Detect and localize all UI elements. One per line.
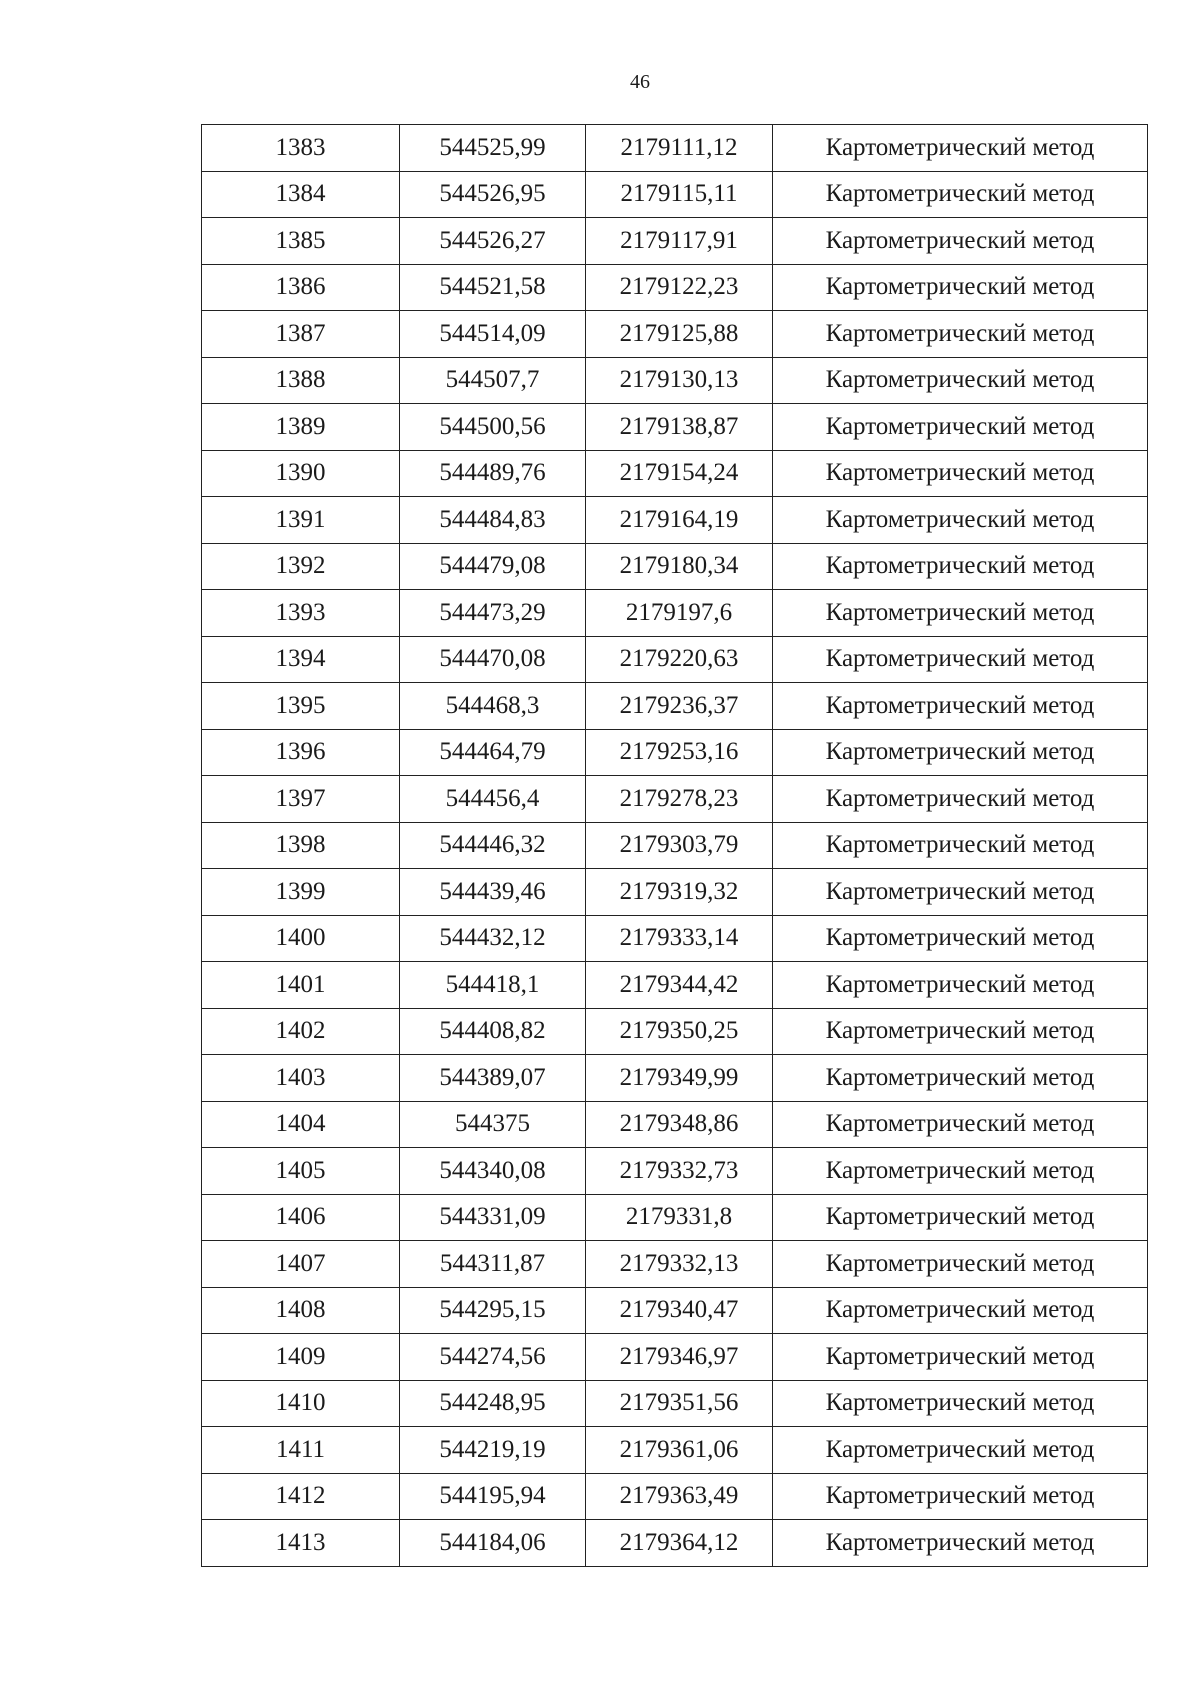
point-number-cell: 1394: [202, 636, 400, 683]
x-coordinate-cell: 544439,46: [400, 869, 586, 916]
y-coordinate-cell: 2179363,49: [586, 1473, 773, 1520]
y-coordinate-cell: 2179130,13: [586, 357, 773, 404]
method-cell: Картометрический метод: [773, 125, 1148, 172]
x-coordinate-cell: 544526,27: [400, 218, 586, 265]
x-coordinate-cell: 544375: [400, 1101, 586, 1148]
method-cell: Картометрический метод: [773, 357, 1148, 404]
table-row: [202, 776, 1148, 823]
y-coordinate-cell: 2179125,88: [586, 311, 773, 358]
y-coordinate-cell: 2179344,42: [586, 962, 773, 1009]
table-row: [202, 636, 1148, 683]
y-coordinate-cell: 2179331,8: [586, 1194, 773, 1241]
y-coordinate-cell: 2179364,12: [586, 1520, 773, 1567]
method-cell: Картометрический метод: [773, 264, 1148, 311]
table-row: [202, 1473, 1148, 1520]
y-coordinate-cell: 2179303,79: [586, 822, 773, 869]
x-coordinate-cell: 544432,12: [400, 915, 586, 962]
x-coordinate-cell: 544295,15: [400, 1287, 586, 1334]
table-row: [202, 822, 1148, 869]
method-cell: Картометрический метод: [773, 1194, 1148, 1241]
x-coordinate-cell: 544311,87: [400, 1241, 586, 1288]
x-coordinate-cell: 544468,3: [400, 683, 586, 730]
point-number-cell: 1386: [202, 264, 400, 311]
method-cell: Картометрический метод: [773, 822, 1148, 869]
method-cell: Картометрический метод: [773, 683, 1148, 730]
point-number-cell: 1411: [202, 1427, 400, 1474]
table-row: [202, 543, 1148, 590]
y-coordinate-cell: 2179278,23: [586, 776, 773, 823]
page-number: 46: [630, 71, 650, 93]
x-coordinate-cell: 544464,79: [400, 729, 586, 776]
point-number-cell: 1398: [202, 822, 400, 869]
x-coordinate-cell: 544507,7: [400, 357, 586, 404]
table-row: [202, 218, 1148, 265]
y-coordinate-cell: 2179220,63: [586, 636, 773, 683]
point-number-cell: 1408: [202, 1287, 400, 1334]
y-coordinate-cell: 2179197,6: [586, 590, 773, 637]
table-row: [202, 1334, 1148, 1381]
method-cell: Картометрический метод: [773, 543, 1148, 590]
method-cell: Картометрический метод: [773, 1473, 1148, 1520]
point-number-cell: 1390: [202, 450, 400, 497]
y-coordinate-cell: 2179253,16: [586, 729, 773, 776]
x-coordinate-cell: 544248,95: [400, 1380, 586, 1427]
y-coordinate-cell: 2179111,12: [586, 125, 773, 172]
table-row: [202, 1055, 1148, 1102]
table-row: [202, 962, 1148, 1009]
method-cell: Картометрический метод: [773, 311, 1148, 358]
table-row: [202, 729, 1148, 776]
coordinates-table: [201, 124, 1148, 1567]
point-number-cell: 1385: [202, 218, 400, 265]
y-coordinate-cell: 2179340,47: [586, 1287, 773, 1334]
x-coordinate-cell: 544484,83: [400, 497, 586, 544]
point-number-cell: 1405: [202, 1148, 400, 1195]
method-cell: Картометрический метод: [773, 218, 1148, 265]
y-coordinate-cell: 2179361,06: [586, 1427, 773, 1474]
table-row: [202, 1194, 1148, 1241]
x-coordinate-cell: 544331,09: [400, 1194, 586, 1241]
method-cell: Картометрический метод: [773, 1148, 1148, 1195]
y-coordinate-cell: 2179138,87: [586, 404, 773, 451]
point-number-cell: 1404: [202, 1101, 400, 1148]
point-number-cell: 1388: [202, 357, 400, 404]
point-number-cell: 1395: [202, 683, 400, 730]
method-cell: Картометрический метод: [773, 497, 1148, 544]
x-coordinate-cell: 544473,29: [400, 590, 586, 637]
x-coordinate-cell: 544389,07: [400, 1055, 586, 1102]
table-row: [202, 171, 1148, 218]
table-row: [202, 1148, 1148, 1195]
y-coordinate-cell: 2179346,97: [586, 1334, 773, 1381]
table-row: [202, 1101, 1148, 1148]
point-number-cell: 1413: [202, 1520, 400, 1567]
point-number-cell: 1399: [202, 869, 400, 916]
point-number-cell: 1412: [202, 1473, 400, 1520]
x-coordinate-cell: 544408,82: [400, 1008, 586, 1055]
y-coordinate-cell: 2179319,32: [586, 869, 773, 916]
point-number-cell: 1389: [202, 404, 400, 451]
method-cell: Картометрический метод: [773, 1055, 1148, 1102]
point-number-cell: 1403: [202, 1055, 400, 1102]
x-coordinate-cell: 544184,06: [400, 1520, 586, 1567]
table-row: [202, 1427, 1148, 1474]
method-cell: Картометрический метод: [773, 776, 1148, 823]
x-coordinate-cell: 544514,09: [400, 311, 586, 358]
method-cell: Картометрический метод: [773, 1008, 1148, 1055]
method-cell: Картометрический метод: [773, 1380, 1148, 1427]
x-coordinate-cell: 544446,32: [400, 822, 586, 869]
y-coordinate-cell: 2179180,34: [586, 543, 773, 590]
point-number-cell: 1406: [202, 1194, 400, 1241]
point-number-cell: 1400: [202, 915, 400, 962]
method-cell: Картометрический метод: [773, 636, 1148, 683]
method-cell: Картометрический метод: [773, 1287, 1148, 1334]
method-cell: Картометрический метод: [773, 915, 1148, 962]
x-coordinate-cell: 544340,08: [400, 1148, 586, 1195]
x-coordinate-cell: 544418,1: [400, 962, 586, 1009]
x-coordinate-cell: 544274,56: [400, 1334, 586, 1381]
point-number-cell: 1392: [202, 543, 400, 590]
y-coordinate-cell: 2179348,86: [586, 1101, 773, 1148]
point-number-cell: 1391: [202, 497, 400, 544]
table-row: [202, 1380, 1148, 1427]
table-row: [202, 264, 1148, 311]
y-coordinate-cell: 2179332,13: [586, 1241, 773, 1288]
y-coordinate-cell: 2179349,99: [586, 1055, 773, 1102]
table-row: [202, 1241, 1148, 1288]
y-coordinate-cell: 2179122,23: [586, 264, 773, 311]
table-row: [202, 404, 1148, 451]
table-row: [202, 915, 1148, 962]
table-row: [202, 311, 1148, 358]
point-number-cell: 1407: [202, 1241, 400, 1288]
y-coordinate-cell: 2179351,56: [586, 1380, 773, 1427]
x-coordinate-cell: 544479,08: [400, 543, 586, 590]
method-cell: Картометрический метод: [773, 962, 1148, 1009]
table-row: [202, 1520, 1148, 1567]
method-cell: Картометрический метод: [773, 590, 1148, 637]
point-number-cell: 1396: [202, 729, 400, 776]
table-row: [202, 869, 1148, 916]
table-row: [202, 590, 1148, 637]
table-row: [202, 450, 1148, 497]
table-row: [202, 357, 1148, 404]
y-coordinate-cell: 2179333,14: [586, 915, 773, 962]
method-cell: Картометрический метод: [773, 869, 1148, 916]
x-coordinate-cell: 544195,94: [400, 1473, 586, 1520]
y-coordinate-cell: 2179236,37: [586, 683, 773, 730]
x-coordinate-cell: 544470,08: [400, 636, 586, 683]
method-cell: Картометрический метод: [773, 1427, 1148, 1474]
table-row: [202, 1287, 1148, 1334]
y-coordinate-cell: 2179164,19: [586, 497, 773, 544]
x-coordinate-cell: 544489,76: [400, 450, 586, 497]
y-coordinate-cell: 2179115,11: [586, 171, 773, 218]
point-number-cell: 1383: [202, 125, 400, 172]
method-cell: Картометрический метод: [773, 404, 1148, 451]
method-cell: Картометрический метод: [773, 450, 1148, 497]
method-cell: Картометрический метод: [773, 1241, 1148, 1288]
y-coordinate-cell: 2179350,25: [586, 1008, 773, 1055]
table-row: [202, 683, 1148, 730]
point-number-cell: 1393: [202, 590, 400, 637]
y-coordinate-cell: 2179332,73: [586, 1148, 773, 1195]
x-coordinate-cell: 544219,19: [400, 1427, 586, 1474]
table-row: [202, 497, 1148, 544]
table-row: [202, 1008, 1148, 1055]
method-cell: Картометрический метод: [773, 1334, 1148, 1381]
x-coordinate-cell: 544526,95: [400, 171, 586, 218]
x-coordinate-cell: 544500,56: [400, 404, 586, 451]
x-coordinate-cell: 544456,4: [400, 776, 586, 823]
point-number-cell: 1397: [202, 776, 400, 823]
point-number-cell: 1402: [202, 1008, 400, 1055]
method-cell: Картометрический метод: [773, 171, 1148, 218]
point-number-cell: 1384: [202, 171, 400, 218]
method-cell: Картометрический метод: [773, 1101, 1148, 1148]
method-cell: Картометрический метод: [773, 1520, 1148, 1567]
coordinates-table-body: [202, 125, 1148, 1567]
x-coordinate-cell: 544525,99: [400, 125, 586, 172]
point-number-cell: 1409: [202, 1334, 400, 1381]
table-row: [202, 125, 1148, 172]
point-number-cell: 1410: [202, 1380, 400, 1427]
method-cell: Картометрический метод: [773, 729, 1148, 776]
y-coordinate-cell: 2179117,91: [586, 218, 773, 265]
y-coordinate-cell: 2179154,24: [586, 450, 773, 497]
point-number-cell: 1401: [202, 962, 400, 1009]
point-number-cell: 1387: [202, 311, 400, 358]
x-coordinate-cell: 544521,58: [400, 264, 586, 311]
